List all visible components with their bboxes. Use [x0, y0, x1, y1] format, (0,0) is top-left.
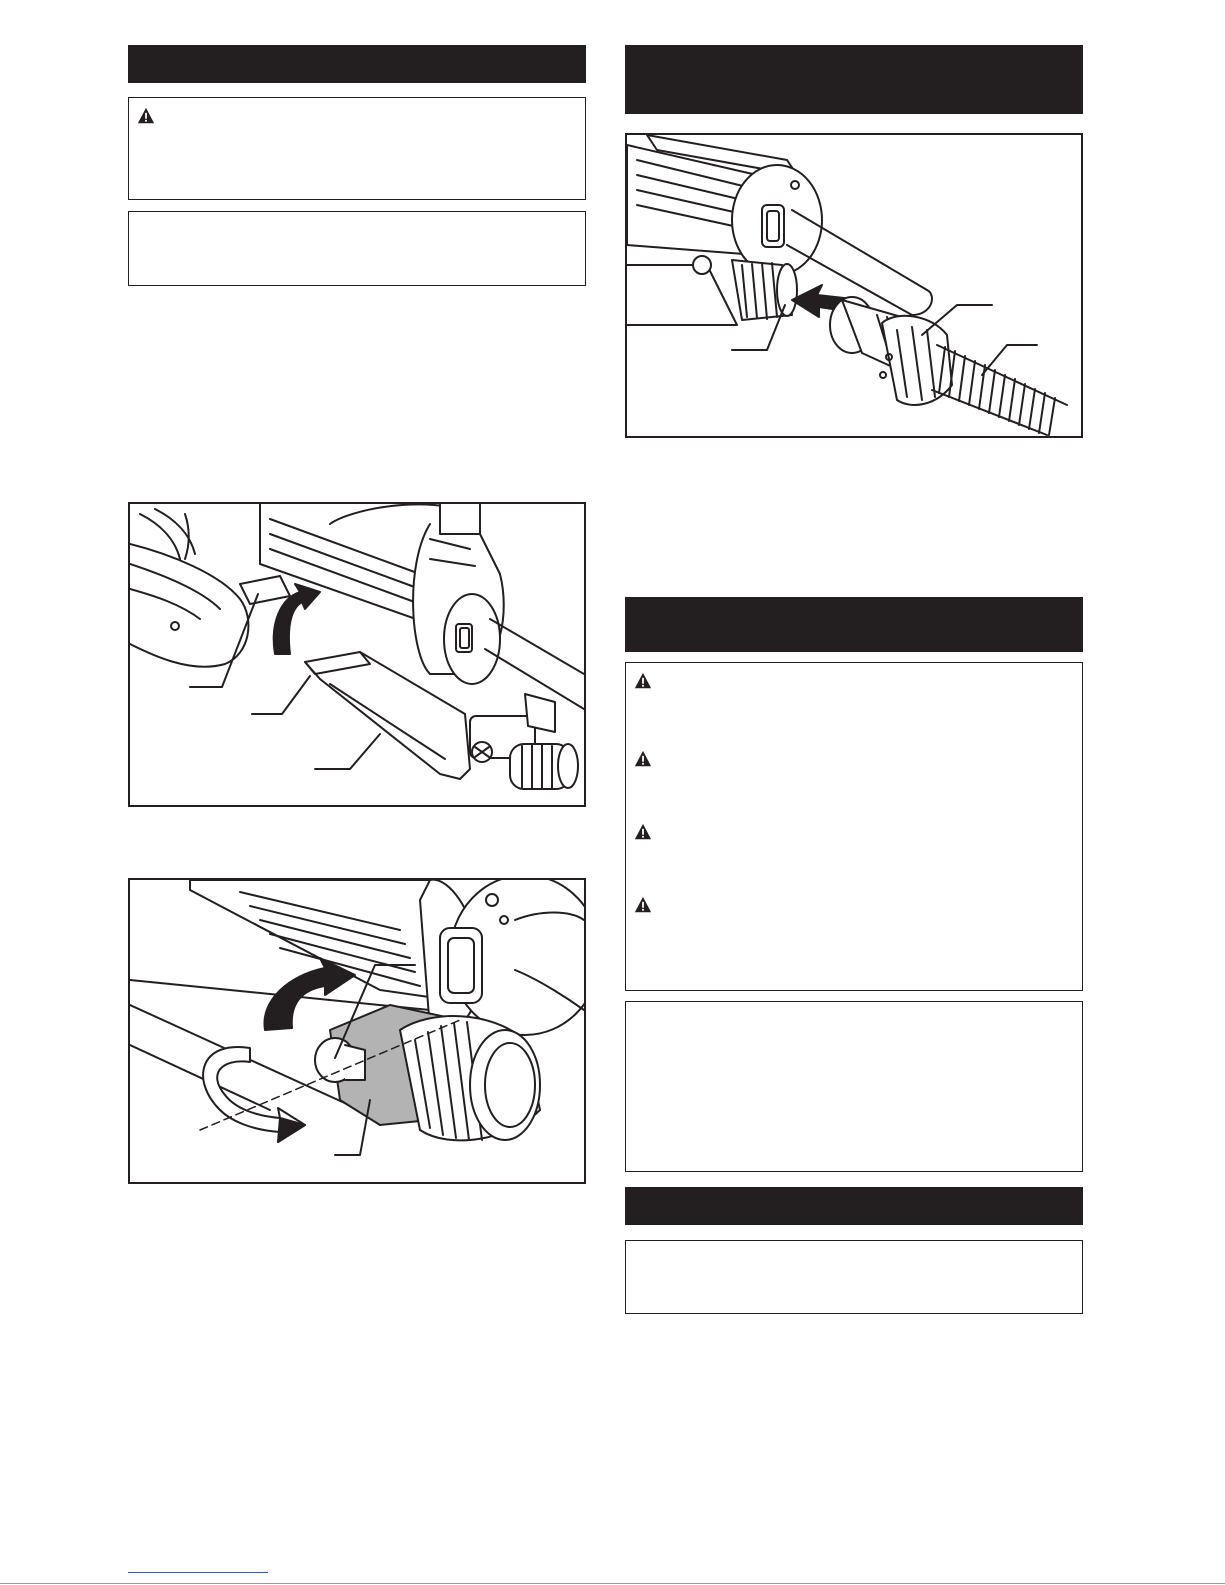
warning-triangle-icon — [137, 107, 155, 125]
figure-clamp-rotation — [128, 878, 586, 1184]
figure-hose-connection — [625, 133, 1083, 438]
right-warning-box — [625, 662, 1083, 991]
warning-triangle-icon — [634, 896, 652, 914]
right-bottom-notice-box — [625, 1240, 1083, 1314]
figure-dust-nozzle-attach — [128, 502, 586, 807]
warning-triangle-icon — [634, 823, 652, 841]
warning-triangle-icon — [634, 750, 652, 768]
left-section-header-bar — [128, 45, 586, 83]
right-section-header-bar-2 — [625, 597, 1083, 652]
left-notice-box — [128, 211, 586, 286]
warning-triangle-icon — [634, 672, 652, 690]
right-section-header-bar-1 — [625, 45, 1083, 114]
footer-divider — [0, 1583, 1225, 1584]
right-notice-box — [625, 1001, 1083, 1172]
footer-link-underline[interactable] — [128, 1572, 268, 1573]
left-warning-box — [128, 97, 586, 200]
right-section-header-bar-3 — [625, 1187, 1083, 1225]
push-arrow-icon — [264, 958, 355, 1030]
